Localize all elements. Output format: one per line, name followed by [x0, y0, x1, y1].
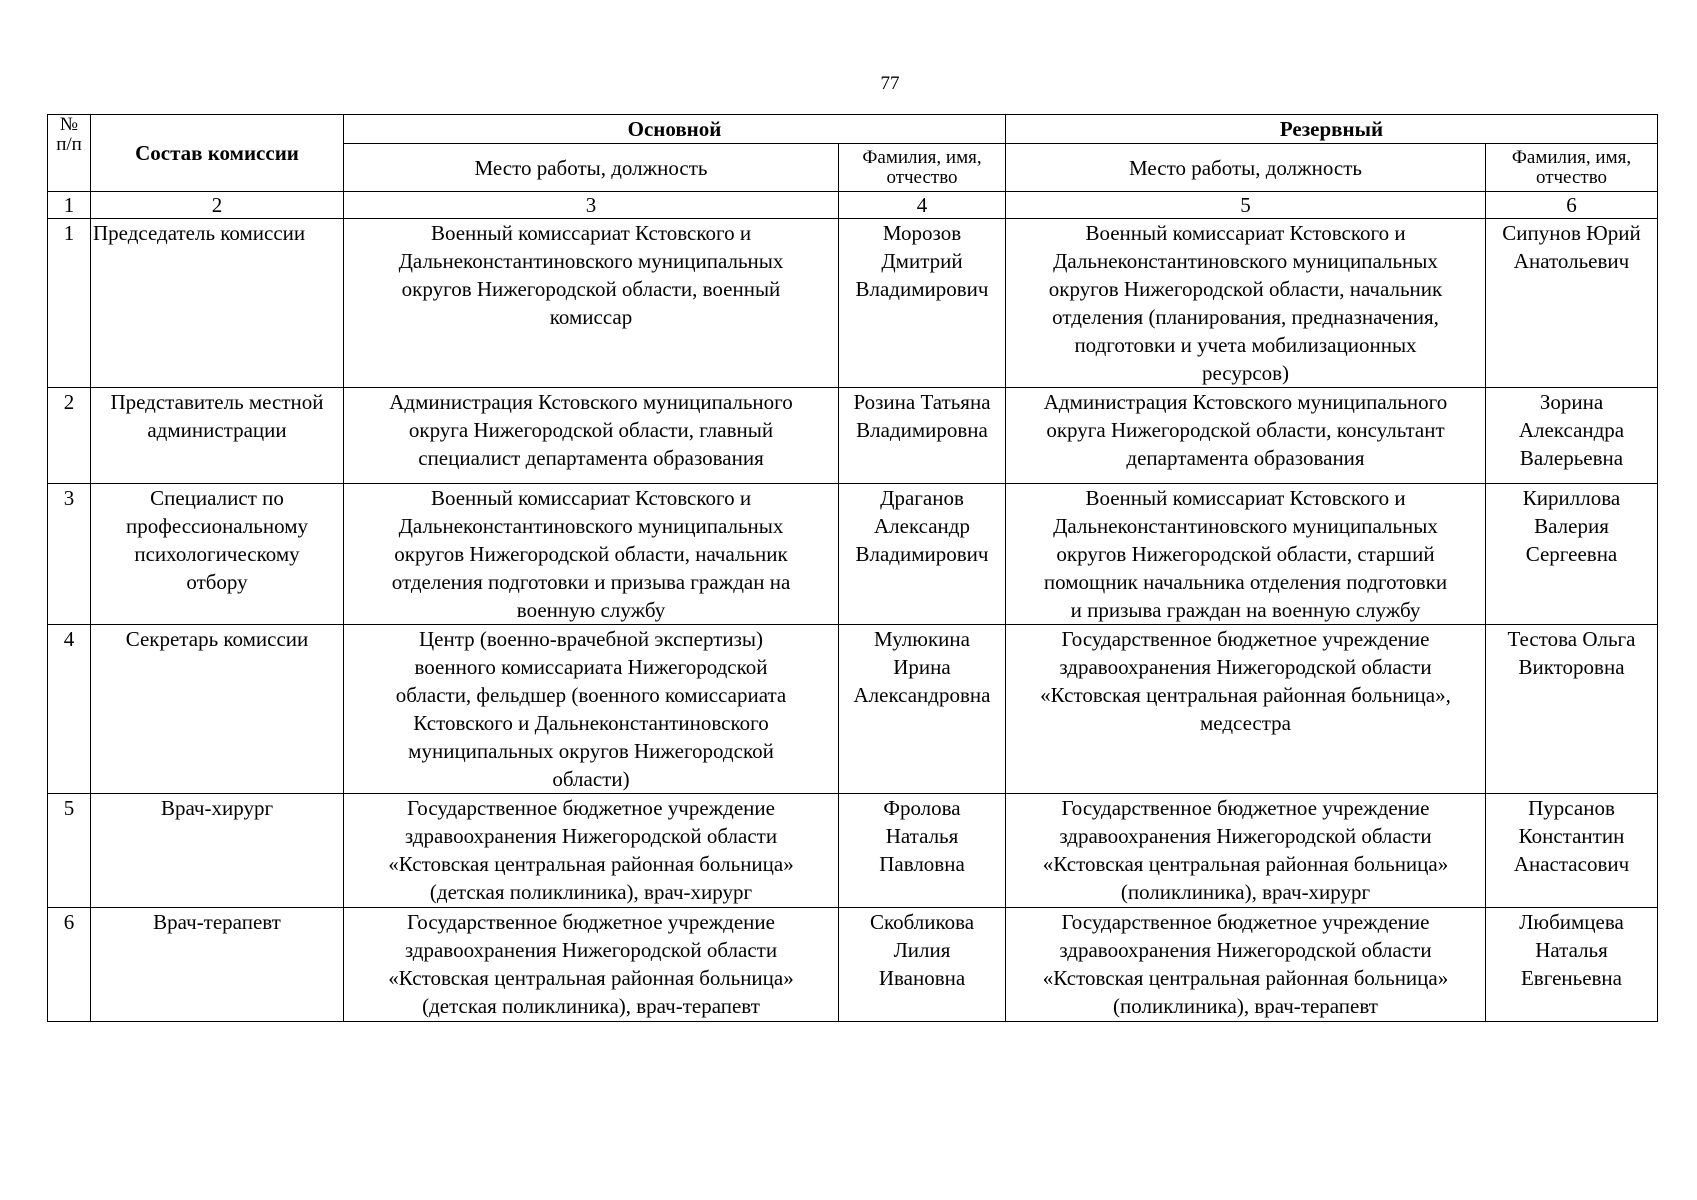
- header-workplace-main: Место работы, должность: [344, 144, 839, 192]
- main-fio-cell: Драганов Александр Владимирович: [839, 484, 1006, 625]
- row-number: 1: [48, 219, 91, 388]
- reserve-fio-cell: Тестова Ольга Викторовна: [1486, 625, 1658, 794]
- main-workplace-cell: Государственное бюджетное учреждение здравоохранения Нижегородской области «Кстовская центральная районная больница» (детская поликлиника), врач-терапевт: [344, 908, 839, 1022]
- header-fio-main: Фамилия, имя, отчество: [839, 144, 1006, 192]
- row-number: 5: [48, 794, 91, 908]
- header-fio-reserve: Фамилия, имя, отчество: [1486, 144, 1658, 192]
- main-fio-cell: Фролова Наталья Павловна: [839, 794, 1006, 908]
- column-number: 5: [1006, 192, 1486, 219]
- column-number: 1: [48, 192, 91, 219]
- main-fio-cell: Морозов Дмитрий Владимирович: [839, 219, 1006, 388]
- row-number: 2: [48, 388, 91, 484]
- composition-cell: Представитель местной администрации: [91, 388, 344, 484]
- reserve-fio-cell: Зорина Александра Валерьевна: [1486, 388, 1658, 484]
- page-number: 77: [880, 73, 900, 94]
- commission-table: [47, 114, 1658, 1022]
- composition-cell: Врач-хирург: [91, 794, 344, 908]
- column-number: 3: [344, 192, 839, 219]
- main-workplace-cell: Администрация Кстовского муниципального округа Нижегородской области, главный специалист департамента образования: [344, 388, 839, 484]
- reserve-workplace-cell: Военный комиссариат Кстовского и Дальнеконстантиновского муниципальных округов Нижегородской области, старший помощник начальника отделения подготовки и призыва граждан на военную службу: [1006, 484, 1486, 625]
- main-fio-cell: Мулюкина Ирина Александровна: [839, 625, 1006, 794]
- header-workplace-reserve: Место работы, должность: [1006, 144, 1486, 192]
- header-row-top: [48, 115, 1658, 144]
- row-number: 3: [48, 484, 91, 625]
- composition-cell: Секретарь комиссии: [91, 625, 344, 794]
- reserve-workplace-cell: Администрация Кстовского муниципального округа Нижегородской области, консультант департамента образования: [1006, 388, 1486, 484]
- table-row: [48, 219, 1658, 388]
- table-row: [48, 484, 1658, 625]
- composition-cell: Специалист по профессиональному психологическому отбору: [91, 484, 344, 625]
- reserve-workplace-cell: Военный комиссариат Кстовского и Дальнеконстантиновского муниципальных округов Нижегородской области, начальник отделения (планирования, предназначения, подготовки и учета мобилизационных ресурсов): [1006, 219, 1486, 388]
- composition-cell: Врач-терапевт: [91, 908, 344, 1022]
- column-number: 6: [1486, 192, 1658, 219]
- reserve-workplace-cell: Государственное бюджетное учреждение здравоохранения Нижегородской области «Кстовская центральная районная больница» (поликлиника), врач-терапевт: [1006, 908, 1486, 1022]
- column-number-row: [48, 192, 1658, 219]
- row-number: 4: [48, 625, 91, 794]
- reserve-workplace-cell: Государственное бюджетное учреждение здравоохранения Нижегородской области «Кстовская центральная районная больница», медсестра: [1006, 625, 1486, 794]
- header-main: Основной: [344, 115, 1006, 144]
- header-composition: Состав комиссии: [91, 115, 344, 192]
- reserve-fio-cell: Пурсанов Константин Анастасович: [1486, 794, 1658, 908]
- reserve-fio-cell: Кириллова Валерия Сергеевна: [1486, 484, 1658, 625]
- header-reserve: Резервный: [1006, 115, 1658, 144]
- main-workplace-cell: Военный комиссариат Кстовского и Дальнеконстантиновского муниципальных округов Нижегородской области, начальник отделения подготовки и призыва граждан на военную службу: [344, 484, 839, 625]
- reserve-workplace-cell: Государственное бюджетное учреждение здравоохранения Нижегородской области «Кстовская центральная районная больница» (поликлиника), врач-хирург: [1006, 794, 1486, 908]
- table-row: [48, 625, 1658, 794]
- main-workplace-cell: Военный комиссариат Кстовского и Дальнеконстантиновского муниципальных округов Нижегородской области, военный комиссар: [344, 219, 839, 388]
- main-workplace-cell: Государственное бюджетное учреждение здравоохранения Нижегородской области «Кстовская центральная районная больница» (детская поликлиника), врач-хирург: [344, 794, 839, 908]
- main-workplace-cell: Центр (военно-врачебной экспертизы) военного комиссариата Нижегородской области, фельдшер (военного комиссариата Кстовского и Дальнеконстантиновского муниципальных округов Нижегородской области): [344, 625, 839, 794]
- column-number: 4: [839, 192, 1006, 219]
- table-row: [48, 908, 1658, 1022]
- reserve-fio-cell: Сипунов Юрий Анатольевич: [1486, 219, 1658, 388]
- column-number: 2: [91, 192, 344, 219]
- reserve-fio-cell: Любимцева Наталья Евгеньевна: [1486, 908, 1658, 1022]
- main-fio-cell: Розина Татьяна Владимировна: [839, 388, 1006, 484]
- row-number: 6: [48, 908, 91, 1022]
- main-fio-cell: Скобликова Лилия Ивановна: [839, 908, 1006, 1022]
- table-row: [48, 388, 1658, 484]
- table-row: [48, 794, 1658, 908]
- composition-cell: Председатель комиссии: [91, 219, 344, 388]
- header-num: № п/п: [48, 115, 91, 192]
